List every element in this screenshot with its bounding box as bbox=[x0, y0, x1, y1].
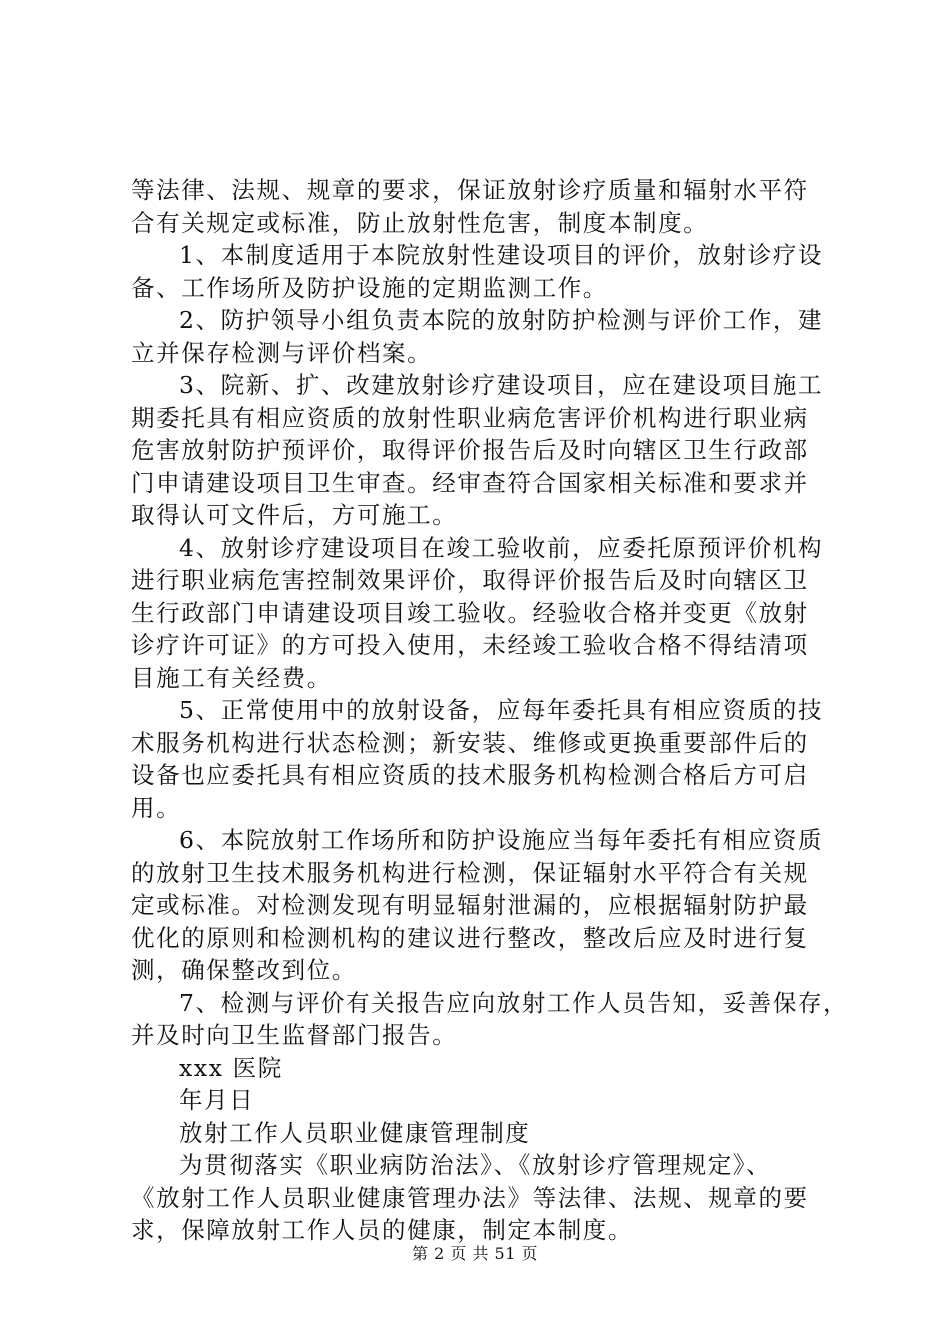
text-line: 立并保存检测与评价档案。 bbox=[131, 338, 433, 367]
text-line: 危害放射防护预评价，取得评价报告后及时向辖区卫生行政部 bbox=[131, 436, 809, 464]
text-line: 取得认可文件后，方可施工。 bbox=[131, 501, 458, 529]
text-line: 诊疗许可证》的方可投入使用，未经竣工验收合格不得结清项 bbox=[131, 631, 809, 659]
text-line: 等法律、法规、规章的要求，保证放射诊疗质量和辐射水平符 bbox=[131, 176, 809, 204]
text-line: 6、本院放射工作场所和防护设施应当每年委托有相应资质 bbox=[179, 826, 824, 854]
text-line: 求，保障放射工作人员的健康，制定本制度。 bbox=[131, 1216, 633, 1244]
text-line: 7、检测与评价有关报告应向放射工作人员告知，妥善保存， bbox=[179, 988, 849, 1017]
text-line: 期委托具有相应资质的放射性职业病危害评价机构进行职业病 bbox=[131, 403, 809, 432]
text-line: 设备也应委托具有相应资质的技术服务机构检测合格后方可启 bbox=[131, 761, 809, 789]
text-line: 优化的原则和检测机构的建议进行整改，整改后应及时进行复 bbox=[131, 923, 809, 952]
text-line: 3、院新、扩、改建放射诊疗建设项目，应在建设项目施工 bbox=[179, 371, 824, 399]
text-line: 并及时向卫生监督部门报告。 bbox=[131, 1021, 458, 1049]
text-line: 门申请建设项目卫生审查。经审查符合国家相关标准和要求并 bbox=[131, 468, 809, 497]
text-line: 生行政部门申请建设项目竣工验收。经验收合格并变更《放射 bbox=[131, 598, 809, 627]
text-line: 进行职业病危害控制效果评价，取得评价报告后及时向辖区卫 bbox=[131, 566, 809, 594]
text-line: 5、正常使用中的放射设备，应每年委托具有相应资质的技 bbox=[179, 696, 824, 724]
text-line: 的放射卫生技术服务机构进行检测，保证辐射水平符合有关规 bbox=[131, 858, 809, 887]
text-line: xxx 医院 bbox=[179, 1053, 283, 1082]
text-line: 2、防护领导小组负责本院的放射防护检测与评价工作，建 bbox=[179, 306, 824, 334]
text-line: 4、放射诊疗建设项目在竣工验收前，应委托原预评价机构 bbox=[179, 533, 824, 562]
text-line: 放射工作人员职业健康管理制度 bbox=[179, 1118, 531, 1147]
text-line: 1、本制度适用于本院放射性建设项目的评价，放射诊疗设 bbox=[179, 241, 824, 269]
text-line: 年月日 bbox=[179, 1086, 255, 1114]
page-number-footer: 第 2 页 共 51 页 bbox=[412, 1244, 538, 1263]
text-line: 用。 bbox=[131, 793, 182, 822]
text-line: 备、工作场所及防护设施的定期监测工作。 bbox=[131, 273, 608, 302]
text-line: 术服务机构进行状态检测；新安装、维修或更换重要部件后的 bbox=[131, 728, 809, 757]
text-line: 《放射工作人员职业健康管理办法》等法律、法规、规章的要 bbox=[131, 1183, 809, 1212]
document-body bbox=[131, 174, 849, 1247]
text-line: 测，确保整改到位。 bbox=[131, 956, 357, 984]
text-line: 合有关规定或标准，防止放射性危害，制度本制度。 bbox=[131, 208, 709, 237]
text-line: 定或标准。对检测发现有明显辐射泄漏的，应根据辐射防护最 bbox=[131, 891, 809, 919]
text-line: 目施工有关经费。 bbox=[131, 663, 332, 692]
text-line: 为贯彻落实《职业病防治法》、《放射诊疗管理规定》、 bbox=[179, 1151, 772, 1179]
